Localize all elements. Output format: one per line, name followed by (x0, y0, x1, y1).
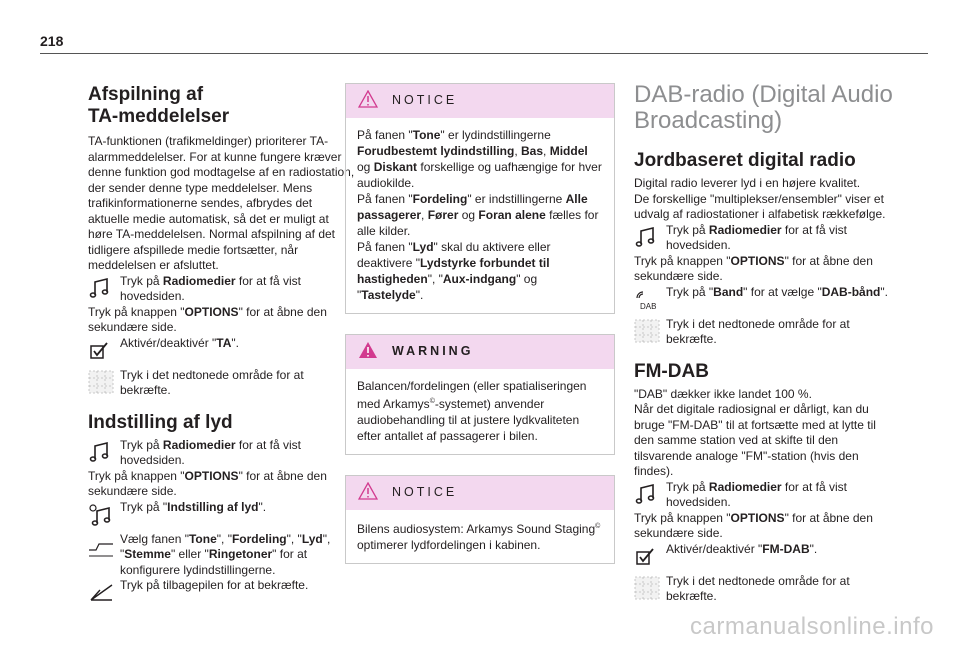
notice-1-text: På fanen "Tone" er lydindstillingerne Forudbestemt lydindstilling, Bas, Middel og Diskant forskellige og uafhængige for hver audiokilde. På fanen "Fordeling" er indstillingerne Alle passagerer, Fører og Foran alene fælles for alle kilder. På fanen "Lyd" skal du aktivere eller deaktivere "Lydstyrke forbundet til hastigheden", "Aux-indgang" og "Tastelyde". (357, 128, 602, 302)
notice-box-2 (345, 475, 615, 564)
dab-step-confirm: Tryk i det nedtonede område for at bekræfte. (634, 317, 896, 349)
fm-dab-title: FM-DAB (634, 360, 709, 382)
notice-icon (358, 482, 378, 505)
music-note-icon (634, 482, 660, 506)
back-arrow-icon (88, 580, 114, 604)
fm-step-toggle: Aktivér/deaktivér "FM-DAB". (634, 542, 896, 568)
dab-icon (634, 287, 660, 311)
checkbox-icon (634, 544, 660, 568)
notice-box-1 (345, 83, 615, 314)
sound-title: Indstilling af lyd (88, 411, 233, 433)
warning-box (345, 334, 615, 455)
music-note-icon (88, 276, 114, 300)
ta-step-radiomedier: Tryk på Radiomedier for at få vist hovedsiden. (88, 274, 356, 305)
ta-options-text: Tryk på knappen "OPTIONS" for at åbne den sekundære side. (88, 304, 327, 334)
fm-step-confirm: Tryk i det nedtonede område for at bekræfte. (634, 574, 896, 606)
watermark: carmanualsonline.info (690, 613, 934, 640)
dab-step-radiomedier: Tryk på Radiomedier for at få vist hovedsiden. (634, 223, 896, 254)
checkbox-icon (88, 338, 114, 362)
ta-title-line2: TA-meddelelser (88, 106, 230, 127)
fm-step-radiomedier: Tryk på Radiomedier for at få vist hovedsiden. (634, 480, 896, 511)
sound-step-back: Tryk på tilbagepilen for at bekræfte. (88, 578, 356, 594)
music-settings-icon (88, 502, 114, 526)
header-rule (40, 53, 928, 54)
warning-header: WARNING (346, 335, 614, 369)
ta-title-line1: Afspilning af (88, 84, 204, 105)
notice-header: NOTICE (346, 84, 614, 118)
dab-title: DAB-radio (Digital Audio Broadcasting) (634, 81, 893, 134)
svg-text:DAB: DAB (640, 301, 657, 311)
page-number: 218 (40, 33, 64, 49)
sound-step-radiomedier: Tryk på Radiomedier for at få vist hovedsiden. (88, 438, 356, 469)
notice-2-text: Bilens audiosystem: Arkamys Sound Staging© optimerer lydfordelingen i kabinen. (357, 522, 601, 552)
ta-intro: TA-funktionen (trafikmeldinger) prioriterer TA-alarmmeddelelser. For at kunne fungere kræver denne funktion god modtagelse af en radiostation, der sender denne type meddelelser. Mens trafikinformationerne sendes, afbrydes det aktuelle medie automatisk, så det er muligt at høre TA-meddelelsen. Normal afspilning af det tidligere afspillede medie fortsætter, når meddelelsen er afsluttet. (88, 134, 355, 272)
ground-intro: Digital radio leverer lyd i en højere kvalitet. (634, 176, 861, 191)
column-notices (345, 83, 615, 584)
grey-area-icon (634, 319, 660, 343)
notice-icon (358, 90, 378, 113)
sound-options-text: Tryk på knappen "OPTIONS" for at åbne den sekundære side. (88, 468, 327, 498)
music-note-icon (634, 225, 660, 249)
warning-text: Balancen/fordelingen (eller spatialiseringen med Arkamys©-systemet) anvender audiobehandling til at justere lydkvaliteten efter antallet af passagerer i bilen. (357, 379, 587, 443)
grey-area-icon (88, 370, 114, 394)
sound-step-settings: Tryk på "Indstilling af lyd". (88, 500, 356, 526)
ta-step-toggle: Aktivér/deaktivér "TA". (88, 336, 356, 362)
dab-step-band: DAB Tryk på "Band" for at vælge "DAB-bånd". (634, 285, 896, 311)
tab-icon (88, 534, 114, 558)
notice-header: NOTICE (346, 476, 614, 510)
fm-intro-2: Når det digitale radiosignal er dårligt, kan du bruge "FM-DAB" til at fortsætte med at lytte til den samme station ved at skifte til den tilsvarende analoge "FM"-station (hvis den findes). (634, 402, 876, 479)
sound-step-tabs: Vælg fanen "Tone", "Fordeling", "Lyd", "Stemme" eller "Ringetoner" for at konfigurere lydindstillingerne. (88, 532, 356, 579)
column-ta-and-sound (88, 80, 356, 594)
dab-options-text: Tryk på knappen "OPTIONS" for at åbne den sekundære side. (634, 253, 873, 284)
column-dab (634, 80, 896, 606)
ta-step-confirm: Tryk i det nedtonede område for at bekræfte. (88, 368, 356, 400)
fm-options-text: Tryk på knappen "OPTIONS" for at åbne den sekundære side. (634, 510, 873, 541)
ground-intro-2: De forskellige "multiplekser/ensembler" viser et udvalg af radiostationer i alfabetisk rækkefølge. (634, 191, 886, 222)
ground-title: Jordbaseret digital radio (634, 150, 856, 172)
grey-area-icon (634, 576, 660, 600)
fm-intro-1: "DAB" dækker ikke landet 100 %. (634, 386, 812, 401)
music-note-icon (88, 440, 114, 464)
warning-icon (358, 341, 378, 364)
ta-title (88, 84, 356, 128)
